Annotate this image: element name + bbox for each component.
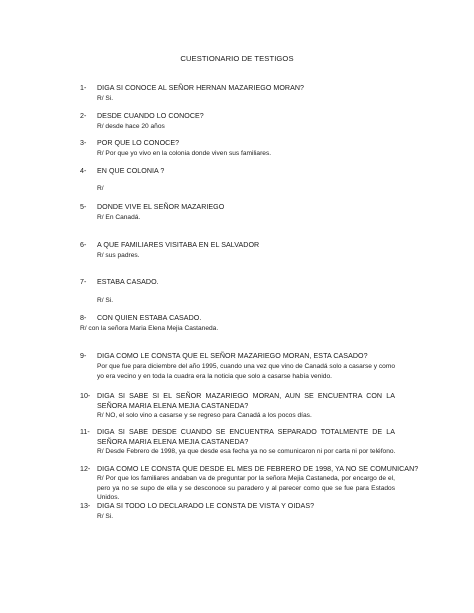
item-9-number: 9- <box>80 352 87 360</box>
item-1-number: 1- <box>80 84 87 92</box>
item-8-answer: R/ con la señora Maria Elena Mejia Castaneda. <box>80 325 219 332</box>
document-title: CUESTIONARIO DE TESTIGOS <box>180 54 294 63</box>
item-13-answer: R/ Si. <box>97 513 114 520</box>
item-7-answer: R/ Si. <box>97 297 114 304</box>
item-12-number: 12- <box>80 465 91 473</box>
item-2-answer: R/ desde hace 20 años <box>97 123 165 130</box>
item-5-number: 5- <box>80 203 87 211</box>
item-3-number: 3- <box>80 139 87 147</box>
item-1-answer: R/ Si. <box>97 95 114 102</box>
item-3-question: POR QUE LO CONOCE? <box>97 139 180 147</box>
item-7-question: ESTABA CASADO. <box>97 278 159 286</box>
item-10-question: DIGA SI SABE SI EL SEÑOR MAZARIEGO MORAN, AUN SE ENCUENTRA CON LA SEÑORA MARIA ELENA MEJIA CASTANEDA? <box>97 392 395 410</box>
item-9-question: DIGA COMO LE CONSTA QUE EL SEÑOR MAZARIEGO MORAN, ESTA CASADO? <box>97 352 368 360</box>
item-5-answer: R/ En Canadá. <box>97 214 141 221</box>
item-4-number: 4- <box>80 167 87 175</box>
item-13-number: 13- <box>80 502 91 510</box>
item-6-number: 6- <box>80 241 87 249</box>
item-8-question: CON QUIEN ESTABA CASADO. <box>97 314 202 322</box>
item-5-question: DONDE VIVE EL SEÑOR MAZARIEGO <box>97 203 225 211</box>
item-6-answer: R/ sus padres. <box>97 252 140 259</box>
item-2-question: DESDE CUANDO LO CONOCE? <box>97 112 204 120</box>
item-9-answer: Por que fue para diciembre del año 1995, cuando una vez que vino de Canadá solo a casarse y como yo era vecino y en toda la cuadra era la noticia que solo a casarse había venido. <box>97 363 396 380</box>
item-1-question: DIGA SI CONOCE AL SEÑOR HERNAN MAZARIEGO MORAN? <box>97 84 305 92</box>
item-8-number: 8- <box>80 314 87 322</box>
item-12-question: DIGA COMO LE CONSTA QUE DESDE EL MES DE FEBRERO DE 1998, YA NO SE COMUNICAN? <box>97 465 419 473</box>
item-6-question: A QUE FAMILIARES VISITABA EN EL SALVADOR <box>97 241 260 249</box>
item-7-number: 7- <box>80 278 87 286</box>
item-4-answer: R/ <box>97 185 104 192</box>
item-13-question: DIGA SI TODO LO DECLARADO LE CONSTA DE VISTA Y OIDAS? <box>97 502 315 510</box>
item-4-question: EN QUE COLONIA ? <box>97 167 165 175</box>
item-10-number: 10- <box>80 392 91 400</box>
item-2-number: 2- <box>80 112 87 120</box>
item-11-number: 11- <box>80 428 90 436</box>
item-10-answer: R/ NO, el solo vino a casarse y se regreso para Canadá a los pocos días. <box>97 412 312 419</box>
item-12-answer: R/ Por que los familiares andaban va de preguntar por la señora Mejia Castaneda, por encargo de el, pero ya no se supo de ella y se desconoce su paradero y al parecer como que se fue para Estados Unidos. <box>97 475 395 502</box>
item-3-answer: R/ Por que yo vivo en la colonia donde viven sus familiares. <box>97 150 272 157</box>
item-11-answer: R/ Desde Febrero de 1998, ya que desde esa fecha ya no se comunicaron ni por carta ni por teléfono. <box>97 448 396 455</box>
item-11-question: DIGA SI SABE DESDE CUANDO SE ENCUENTRA SEPARADO TOTALMENTE DE LA SEÑORA MARIA ELENA MEJIA CASTANEDA? <box>97 428 395 446</box>
